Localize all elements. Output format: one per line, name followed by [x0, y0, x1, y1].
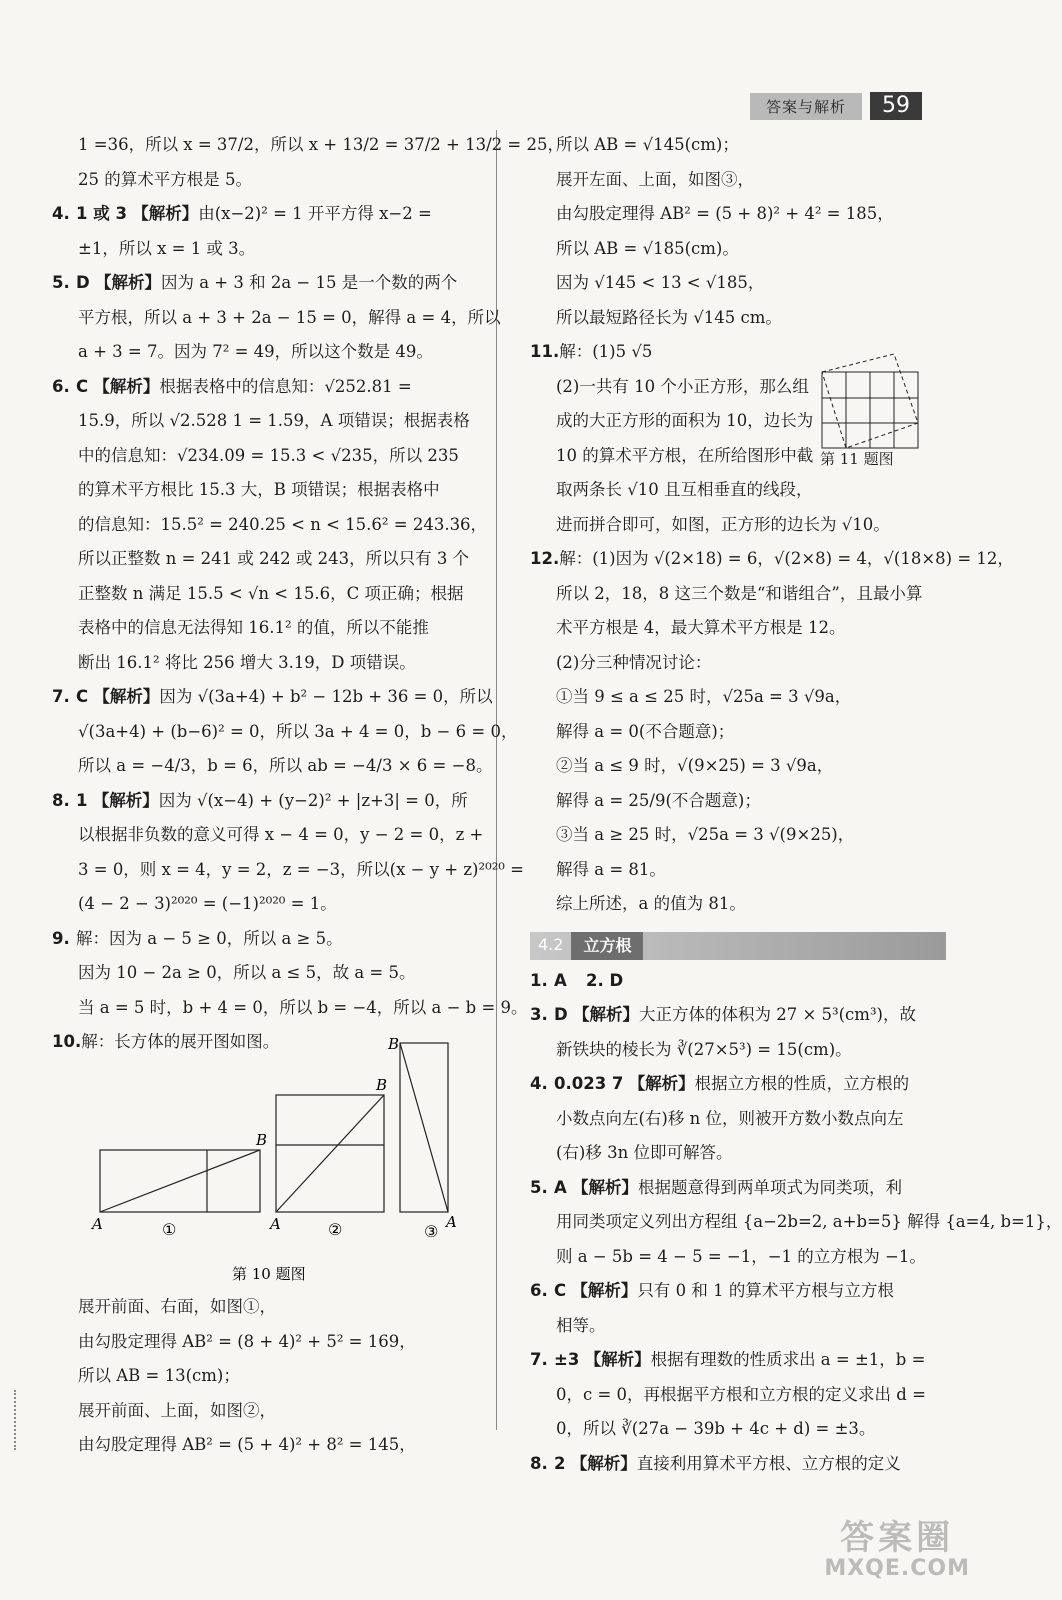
question-number: 5.	[52, 273, 70, 292]
text-line	[530, 749, 946, 784]
text-line	[52, 818, 484, 853]
text-line	[52, 715, 518, 750]
label-c3: ③	[424, 1222, 439, 1241]
text-line	[530, 1447, 946, 1482]
text-line	[52, 404, 472, 439]
watermark	[824, 1518, 970, 1581]
text-line	[52, 922, 472, 957]
label-a3: A	[446, 1213, 457, 1231]
text-line	[530, 473, 841, 508]
line-text: 的信息知：15.5² = 240.25 < n < 15.6² = 243.36，	[78, 514, 488, 534]
analysis-tag: 【解析】	[132, 204, 199, 223]
analysis-tag: 【解析】	[93, 376, 160, 396]
line-text: 新铁块的棱长为 ∛(27×5³) = 15(cm)。	[556, 1039, 852, 1059]
line-text: ±1，所以 x = 1 或 3。	[78, 238, 256, 258]
answer: C	[76, 376, 89, 396]
page-header	[750, 92, 922, 120]
text-line	[52, 1359, 472, 1394]
question-number: 1.	[530, 970, 548, 990]
text-line	[530, 680, 946, 715]
text-line	[530, 1309, 946, 1344]
line-text: 成的大正方形的面积为 10，边长为	[556, 411, 814, 430]
label-a1: A	[92, 1215, 103, 1233]
text-line	[52, 266, 472, 301]
text-line	[52, 370, 472, 405]
answer: D	[554, 1005, 568, 1024]
line-text: 根据表格中的信息知：√252.81 =	[159, 376, 412, 396]
text-line	[530, 370, 841, 405]
line-text: 15.9，所以 √2.528 1 = 1.59，A 项错误；根据表格	[78, 411, 470, 430]
text-line	[530, 335, 946, 370]
analysis-tag: 【解析】	[93, 687, 160, 706]
line-text: (2)一共有 10 个小正方形，那么组	[556, 376, 809, 396]
text-line	[530, 646, 946, 681]
answer: D	[76, 273, 90, 292]
question-number: 8.	[52, 790, 70, 810]
line-text: 所以 AB = √145(cm)；	[556, 135, 739, 154]
analysis-tag: 【解析】	[628, 1074, 695, 1093]
text-line	[530, 163, 946, 198]
line-text: 0，c = 0，再根据平方根和立方根的定义求出 d =	[556, 1384, 926, 1404]
question-number: 8.	[530, 1453, 548, 1473]
line-text: 当 a = 5 时，b + 4 = 0，所以 b = −4，所以 a − b = 9。	[78, 997, 528, 1017]
text-line	[530, 964, 946, 999]
line-text: 解：(1)5 √5	[559, 342, 653, 361]
line-text: 根据有理数的性质求出 a = ±1，b =	[650, 1350, 926, 1369]
question-number: 9.	[52, 928, 70, 948]
text-line	[52, 956, 472, 991]
text-line	[530, 715, 946, 750]
analysis-tag: 【解析】	[570, 1453, 637, 1473]
line-text: 术平方根是 4，最大算术平方根是 12。	[556, 618, 846, 637]
analysis-tag: 【解析】	[94, 273, 161, 292]
answer: A	[554, 1177, 567, 1197]
line-text: 以根据非负数的意义可得 x − 4 = 0，y − 2 = 0，z +	[78, 825, 484, 844]
text-line	[52, 232, 472, 267]
line-text: ②当 a ≤ 9 时，√(9×25) = 3 √9a，	[556, 756, 834, 775]
question-number: 11.	[530, 342, 560, 361]
line-text: 根据立方根的性质，立方根的	[694, 1074, 910, 1093]
line-text: 展开前面、上面，如图②，	[78, 1400, 276, 1420]
left-column-after-figure	[52, 1290, 472, 1463]
answer: 1 或 3	[76, 204, 127, 223]
text-line	[52, 508, 488, 543]
watermark-line2: MXQE.COM	[824, 1555, 970, 1581]
line-text: (右)移 3n 位即可解答。	[556, 1143, 733, 1162]
line-text: 展开前面、右面，如图①，	[78, 1297, 276, 1316]
section-title: 立方根	[571, 932, 643, 960]
answer: 0.023 7	[554, 1074, 624, 1093]
line-text: 解：长方体的展开图如图。	[81, 1032, 280, 1051]
line-text: (4 − 2 − 3)²⁰²⁰ = (−1)²⁰²⁰ = 1。	[78, 894, 337, 913]
line-text: 解：(1)因为 √(2×18) = 6，√(2×8) = 4，√(18×8) = 12，	[559, 549, 1014, 568]
text-line	[52, 1428, 472, 1463]
line-text: 由勾股定理得 AB² = (8 + 4)² + 5² = 169，	[78, 1331, 416, 1351]
text-line	[52, 197, 472, 232]
analysis-tag: 【解析】	[92, 790, 159, 810]
text-line	[530, 404, 841, 439]
text-line	[530, 266, 946, 301]
text-line	[530, 1205, 1062, 1240]
text-line	[530, 1343, 946, 1378]
line-text: 因为 √(x−4) + (y−2)² + |z+3| = 0，所	[158, 790, 468, 810]
text-line	[52, 646, 472, 681]
line-text: 取两条长 √10 且互相垂直的线段，	[556, 480, 813, 499]
line-text: 因为 10 − 2a ≥ 0，所以 a ≤ 5，故 a = 5。	[78, 963, 416, 982]
text-line	[52, 542, 472, 577]
text-line	[530, 1102, 946, 1137]
figure-11-caption: 第 11 题图	[820, 450, 894, 468]
text-line	[52, 128, 564, 163]
text-line	[530, 1171, 946, 1206]
text-line	[52, 784, 472, 819]
line-text: 所以最短路径长为 √145 cm。	[556, 307, 782, 327]
line-text: 10 的算术平方根，在所给图形中截	[556, 445, 814, 465]
text-line	[530, 542, 1014, 577]
line-text: 用同类项定义列出方程组 {a−2b=2, a+b=5} 解得 {a=4, b=1}，	[556, 1212, 1062, 1231]
line-text: 解：因为 a − 5 ≥ 0，所以 a ≥ 5。	[76, 928, 343, 948]
analysis-tag: 【解析】	[572, 1177, 639, 1197]
label-b2: B	[376, 1076, 388, 1094]
answer: ±3	[554, 1350, 580, 1369]
question-number: 7.	[52, 687, 70, 706]
section-header	[530, 932, 946, 960]
text-line	[530, 818, 946, 853]
line-text: 直接利用算术平方根、立方根的定义	[636, 1453, 901, 1473]
text-line	[530, 577, 946, 612]
line-text: 解得 a = 0(不合题意)；	[556, 721, 735, 741]
line-text: 相等。	[556, 1315, 606, 1335]
line-text: 正整数 n 满足 15.5 < √n < 15.6，C 项正确；根据	[78, 583, 464, 603]
line-text: 展开左面、上面，如图③，	[556, 169, 754, 189]
question-number: 6.	[530, 1281, 548, 1300]
left-column	[52, 128, 564, 1060]
text-line	[52, 887, 472, 922]
label-c1: ①	[162, 1220, 177, 1239]
line-text: 平方根，所以 a + 3 + 2a − 15 = 0，解得 a = 4，所以	[78, 307, 501, 327]
text-line	[52, 680, 493, 715]
analysis-tag: 【解析】	[584, 1350, 651, 1369]
line-text: 0，所以 ∛(27a − 39b + 4c + d) = ±3。	[556, 1419, 876, 1438]
answer: A	[554, 970, 567, 990]
line-text: 进而拼合即可，如图，正方形的边长为 √10。	[556, 514, 890, 534]
line-text: 25 的算术平方根是 5。	[78, 169, 252, 189]
label-a2: A	[270, 1215, 281, 1233]
text-line	[52, 1325, 472, 1360]
text-line	[530, 128, 946, 163]
text-line	[530, 998, 946, 1033]
line-text: 所以 a = −4/3，b = 6，所以 ab = −4/3 × 6 = −8。	[78, 756, 493, 775]
text-line	[52, 1290, 472, 1325]
line-text: 则 a − 5b = 4 − 5 = −1，−1 的立方根为 −1。	[556, 1246, 926, 1266]
line-text: 由勾股定理得 AB² = (5 + 8)² + 4² = 185，	[556, 204, 894, 223]
question-number: 12.	[530, 549, 560, 568]
line-text: 表格中的信息无法得知 16.1² 的值，所以不能推	[78, 618, 429, 637]
line-text: 1 =36，所以 x = 37/2，所以 x + 13/2 = 37/2 + 13/2 = 25，	[78, 135, 564, 154]
line-text: √(3a+4) + (b−6)² = 0，所以 3a + 4 = 0，b − 6 = 0，	[78, 721, 518, 741]
figure-10-caption: 第 10 题图	[232, 1265, 306, 1283]
text-line	[530, 508, 946, 543]
text-line	[52, 853, 524, 888]
line-text: 因为 √(3a+4) + b² − 12b + 36 = 0，所以	[159, 687, 493, 706]
text-line	[52, 163, 472, 198]
text-line	[530, 439, 841, 474]
header-label: 答案与解析	[750, 93, 862, 120]
line-text: 根据题意得到两单项式为同类项，利	[638, 1177, 903, 1197]
analysis-tag: 【解析】	[571, 1281, 638, 1300]
line-text: 小数点向左(右)移 n 位，则被开方数小数点向左	[556, 1108, 904, 1128]
line-text: 所以 AB = 13(cm)；	[78, 1366, 240, 1385]
line-text: 解得 a = 25/9(不合题意)；	[556, 790, 761, 810]
line-text: 由勾股定理得 AB² = (5 + 4)² + 8² = 145，	[78, 1435, 416, 1454]
line-text: ③当 a ≥ 25 时，√25a = 3 √(9×25)，	[556, 825, 855, 844]
line-text: 所以 AB = √185(cm)。	[556, 238, 739, 258]
section-number: 4.2	[538, 935, 564, 955]
line-text: 解得 a = 81。	[556, 859, 666, 879]
line-text: 的算术平方根比 15.3 大，B 项错误；根据表格中	[78, 480, 440, 499]
line-text: 因为 √145 < 13 < √185，	[556, 273, 765, 292]
answer: 2. D	[586, 970, 624, 990]
line-text: 所以 2，18，8 这三个数是“和谐组合”，且最小算	[556, 583, 923, 603]
line-text: 因为 a + 3 和 2a − 15 是一个数的两个	[160, 273, 458, 292]
line-text: 综上所述，a 的值为 81。	[556, 894, 746, 913]
answer: C	[76, 687, 89, 706]
label-c2: ②	[328, 1220, 343, 1239]
line-text: 3 = 0，则 x = 4，y = 2，z = −3，所以(x − y + z)²⁰²⁰ =	[78, 859, 524, 879]
text-line	[52, 439, 472, 474]
answer: C	[554, 1281, 567, 1300]
answer: 1	[76, 790, 88, 810]
text-line	[530, 232, 946, 267]
text-line	[530, 611, 946, 646]
line-text: 由(x−2)² = 1 开平方得 x−2 =	[198, 204, 432, 223]
analysis-tag: 【解析】	[572, 1005, 639, 1024]
text-line	[530, 1412, 946, 1447]
question-number: 4.	[52, 204, 70, 223]
question-number: 3.	[530, 1005, 548, 1024]
question-number: 6.	[52, 376, 70, 396]
question-number: 5.	[530, 1177, 548, 1197]
line-text: (2)分三种情况讨论：	[556, 652, 712, 672]
line-text: 只有 0 和 1 的算术平方根与立方根	[637, 1281, 894, 1300]
line-text: ①当 9 ≤ a ≤ 25 时，√25a = 3 √9a，	[556, 687, 852, 706]
text-line	[52, 991, 528, 1026]
figure-10	[52, 1035, 472, 1285]
line-text: 大正方体的体积为 27 × 5³(cm³)，故	[638, 1005, 916, 1024]
text-line	[530, 853, 946, 888]
line-text: 断出 16.1² 将比 256 增大 3.19，D 项错误。	[78, 652, 416, 672]
page-number: 59	[870, 92, 922, 120]
text-line	[52, 473, 472, 508]
binding-marks	[14, 1390, 18, 1450]
text-line	[530, 1136, 946, 1171]
label-b3: B	[388, 1035, 400, 1053]
text-line	[530, 1033, 946, 1068]
text-line	[52, 1394, 472, 1429]
text-line	[530, 887, 946, 922]
text-line	[530, 1240, 946, 1275]
text-line	[52, 301, 501, 336]
text-line	[530, 301, 946, 336]
text-line	[52, 577, 472, 612]
line-text: a + 3 = 7。因为 7² = 49，所以这个数是 49。	[78, 342, 433, 361]
text-line	[52, 749, 493, 784]
text-line	[530, 784, 946, 819]
line-text: 所以正整数 n = 241 或 242 或 243，所以只有 3 个	[78, 549, 470, 568]
right-column	[530, 128, 1062, 1481]
text-line	[530, 1067, 946, 1102]
text-line	[530, 197, 946, 232]
text-line	[52, 611, 472, 646]
text-line	[530, 1274, 946, 1309]
question-number: 4.	[530, 1074, 548, 1093]
text-line	[530, 1378, 946, 1413]
line-text: 中的信息知：√234.09 = 15.3 < √235，所以 235	[78, 445, 459, 465]
text-line	[52, 335, 472, 370]
question-number: 7.	[530, 1350, 548, 1369]
answer: 2	[554, 1453, 566, 1473]
label-b1: B	[256, 1131, 268, 1149]
question-number: 10.	[52, 1032, 82, 1051]
watermark-line1: 答案圈	[840, 1518, 955, 1559]
